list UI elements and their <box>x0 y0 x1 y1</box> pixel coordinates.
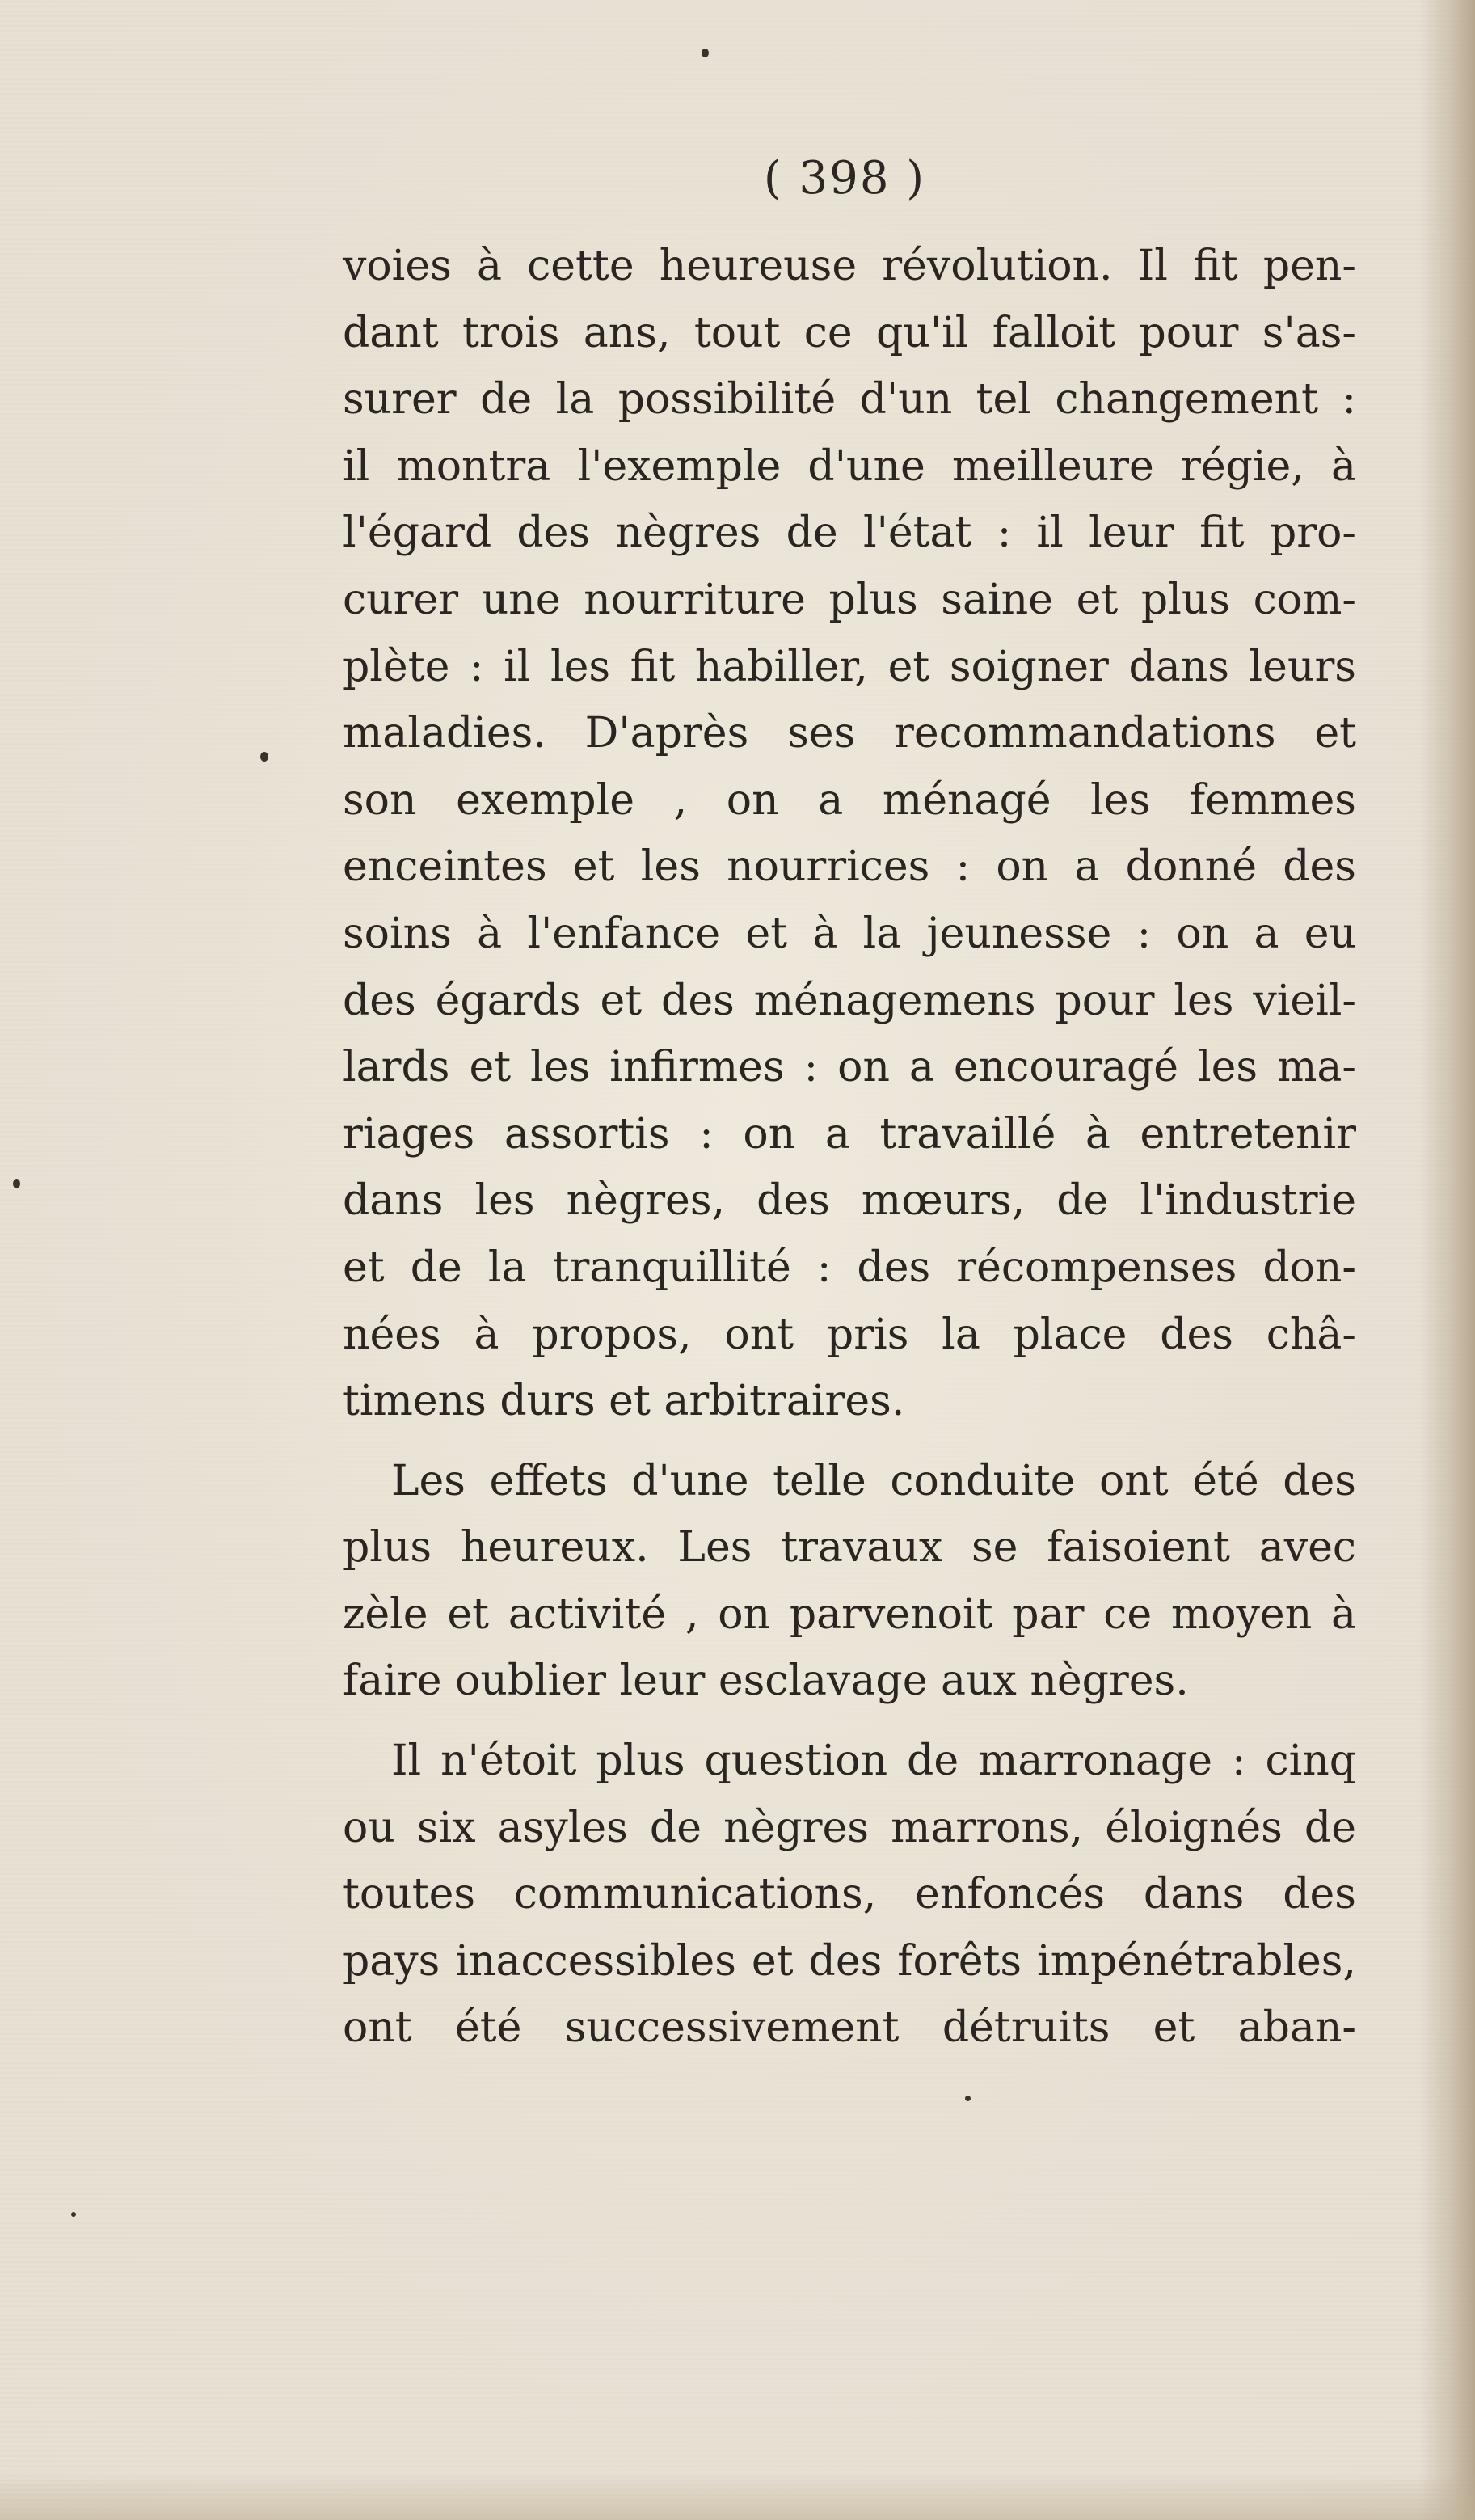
text-line: dant trois ans, tout ce qu'il falloit pour s'as- <box>343 308 1356 357</box>
text-line: ou six asyles de nègres marrons, éloignés de <box>343 1803 1356 1852</box>
text-line: plète : il les fit habiller, et soigner dans leurs <box>343 642 1356 691</box>
text-line: faire oublier leur esclavage aux nègres. <box>343 1657 1189 1706</box>
text-line: l'égard des nègres de l'état : il leur fit pro- <box>343 509 1356 558</box>
text-line: son exemple , on a ménagé les femmes <box>343 775 1356 825</box>
paragraph-2 <box>343 1448 1356 1715</box>
text-line: surer de la possibilité d'un tel changement : <box>343 375 1356 424</box>
page-edge-shadow-bottom <box>0 2471 1475 2520</box>
text-line: pays inaccessibles et des forêts impénétrables, <box>343 1936 1356 1986</box>
text-line: nées à propos, ont pris la place des châ- <box>343 1310 1356 1359</box>
text-line: il montra l'exemple d'une meilleure régie, à <box>343 441 1356 491</box>
text-line: enceintes et les nourrices : on a donné des <box>343 842 1356 892</box>
text-line: voies à cette heureuse révolution. Il fit pen- <box>343 242 1356 290</box>
text-line: Les effets d'une telle conduite ont été des <box>391 1456 1356 1505</box>
text-line: dans les nègres, des mœurs, de l'industrie <box>343 1176 1356 1226</box>
ink-speck <box>71 2212 76 2217</box>
text-line: lards et les infirmes : on a encouragé les ma- <box>343 1043 1356 1092</box>
text-line: plus heureux. Les travaux se faisoient avec <box>343 1523 1356 1572</box>
text-line: Il n'étoit plus question de marronage : cinq <box>391 1737 1356 1786</box>
ink-speck <box>965 2096 971 2101</box>
text-line: ont été successivement détruits et aban- <box>343 2003 1356 2053</box>
ink-speck <box>13 1179 20 1188</box>
paragraph-spacer <box>343 1715 1356 1728</box>
text-line: zèle et activité , on parvenoit par ce moyen à <box>343 1589 1356 1639</box>
page-edge-shadow-right <box>1418 0 1475 2520</box>
page-number: ( 398 ) <box>763 152 926 205</box>
body-text <box>343 233 1356 2062</box>
text-line: toutes communications, enfoncés dans des <box>343 1870 1356 1919</box>
text-line: maladies. D'après ses recommandations et <box>343 709 1356 758</box>
ink-speck <box>702 49 709 57</box>
paragraph-3 <box>343 1728 1356 2062</box>
text-line: curer une nourriture plus saine et plus com- <box>343 575 1356 624</box>
paragraph-1 <box>343 233 1356 1435</box>
text-line: soins à l'enfance et à la jeunesse : on a eu <box>343 909 1356 958</box>
text-line: timens durs et arbitraires. <box>343 1377 905 1426</box>
paragraph-spacer <box>343 1435 1356 1448</box>
text-line: des égards et des ménagemens pour les vieil- <box>343 976 1356 1025</box>
text-line: et de la tranquillité : des récompenses don- <box>343 1243 1356 1292</box>
ink-speck <box>260 752 268 762</box>
text-line: riages assortis : on a travaillé à entretenir <box>343 1109 1356 1159</box>
